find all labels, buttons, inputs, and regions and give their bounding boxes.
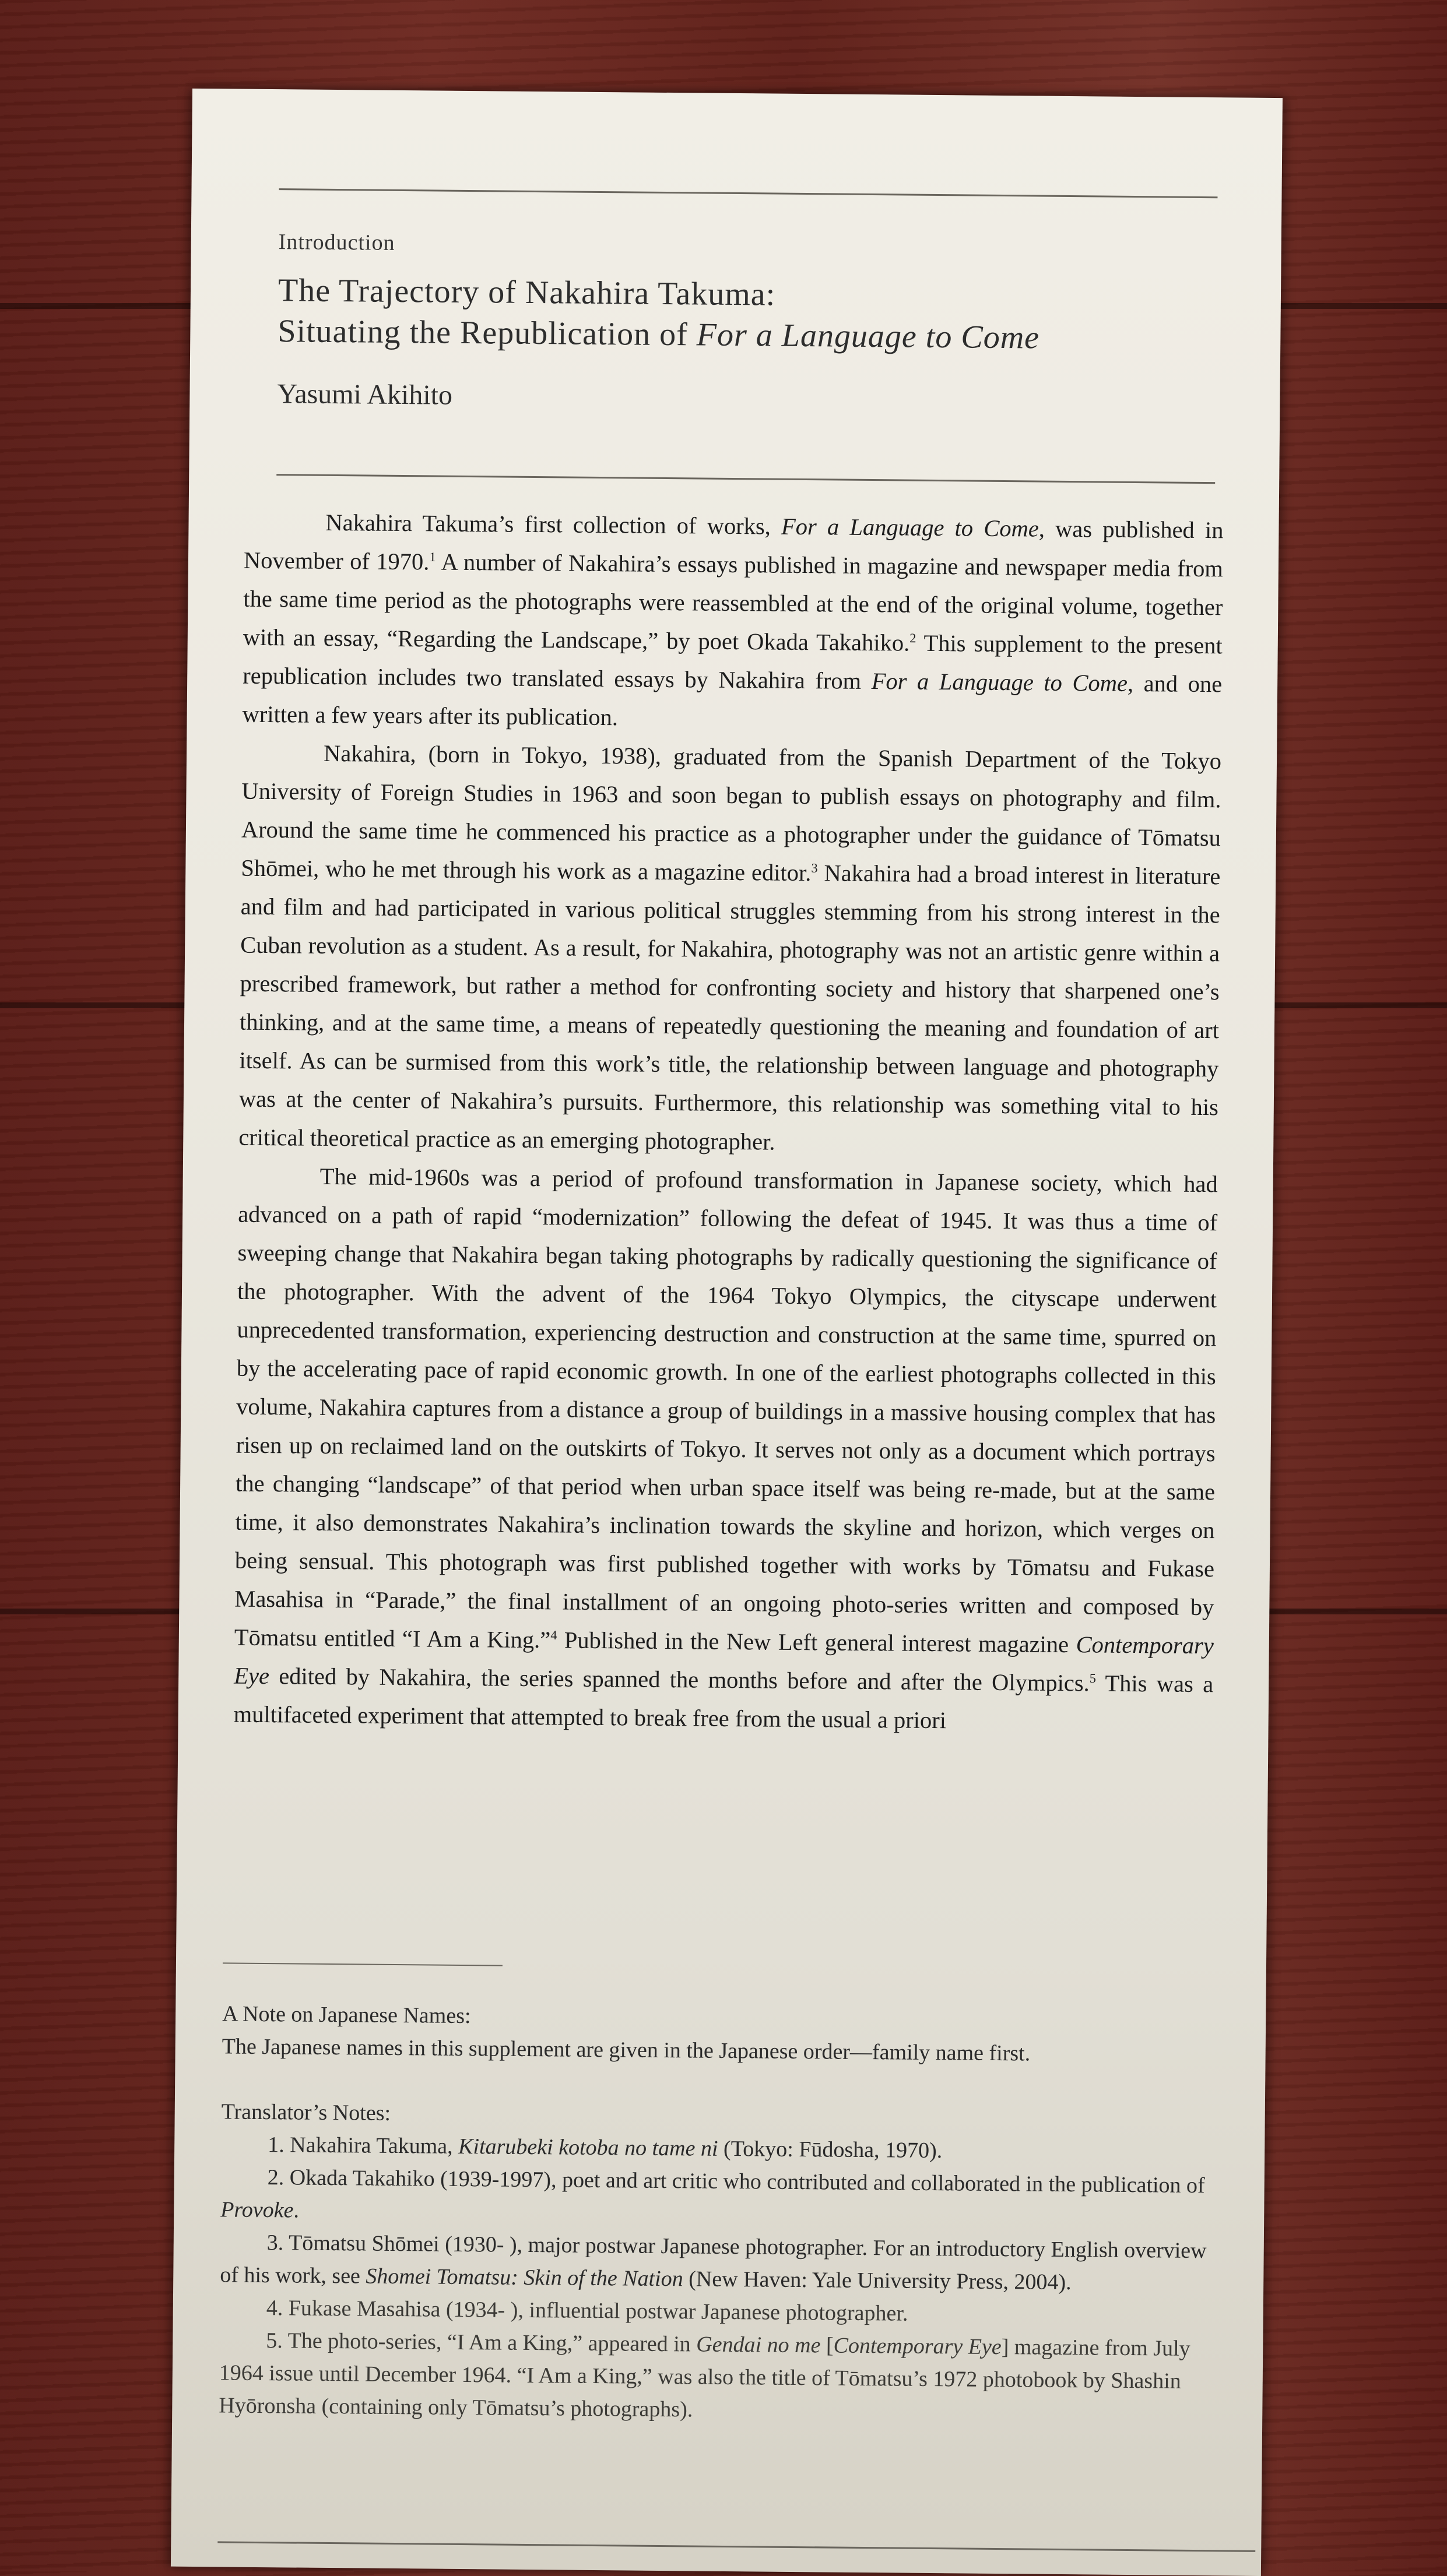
footnote-ref: 4 <box>550 1627 557 1642</box>
text-run: Published in the New Left general interest magazine <box>557 1627 1076 1658</box>
text-run: (New Haven: Yale University Press, 2004). <box>683 2267 1072 2295</box>
text-run: The mid-1960s was a period of profound transformation in Japanese society, which had advanced on a path of rapid “modernization” following the defeat of 1945. It was thus a time of sweeping change that Nakahira began taking photographs by radically questioning the significance of the photographer. With the advent of the 1964 Tokyo Olympics, the cityscape underwent unprecedented transformation, experiencing destruction and construction at the same time, spurred on by the accelerating pace of rapid economic growth. In one of the earliest photographs collected in this volume, Nakahira captures from a distance a group of buildings in a massive housing complex that has risen up on reclaimed land on the outskirts of Tokyo. It serves not only as a document which portrays the changing “landscape” of that period when urban space itself was being re-made, but at the same time, it also demonstrates Nakahira’s inclination towards the skyline and horizon, which verges on being sensual. This photograph was first published together with works by Tōmatsu and Fukase Masahisa in “Parade,” the final installment of an ongoing photo-series written and composed by Tōmatsu entitled “I Am a King.” <box>234 1163 1218 1653</box>
book-title: Kitarubeki kotoba no tame ni <box>458 2134 718 2161</box>
book-title: Shomei Tomatsu: Skin of the Nation <box>366 2264 683 2292</box>
book-title: For a Language to Come <box>781 513 1039 542</box>
title-rule <box>276 474 1215 484</box>
article-title <box>278 270 1240 360</box>
footnote-ref: 5 <box>1089 1670 1097 1685</box>
text-run: 1. Nakahira Takuma, <box>268 2132 459 2159</box>
title-line-2 <box>278 311 1240 360</box>
text-run: . <box>293 2198 300 2223</box>
names-note-text: The Japanese names in this supplement are given in the Japanese order—family name first. <box>222 2034 1031 2066</box>
article-body <box>233 503 1223 1743</box>
paragraph-3 <box>233 1157 1218 1743</box>
book-title: For a Language to Come <box>871 668 1128 696</box>
text-run: 3. Tōmatsu Shōmei (1930- ), major postwar Japanese photographer. For an introductory English overview of his work, see <box>220 2230 1207 2289</box>
text-run: , was published in November of 1970. <box>243 515 1224 575</box>
magazine-title: Contemporary Eye <box>234 1631 1214 1690</box>
footnotes-section <box>219 1997 1231 2430</box>
text-run: This supplement to the present republication includes two translated essays by Nakahira from <box>243 629 1223 695</box>
text-run: 4. Fukase Masahisa (1934- ), influential postwar Japanese photographer. <box>266 2296 908 2326</box>
footer-rule <box>217 2541 1255 2552</box>
translator-note-2 <box>220 2160 1230 2234</box>
section-label: Introduction <box>278 230 395 255</box>
printed-page <box>171 89 1283 2576</box>
text-run: Nakahira Takuma’s first collection of works, <box>325 509 782 540</box>
text-run: (Tokyo: Fūdosha, 1970). <box>718 2136 943 2163</box>
text-run: 2. Okada Takahiko (1939-1997), poet and art critic who contributed and collaborated in the publication of <box>267 2165 1205 2198</box>
text-run: , and one written a few years after its publication. <box>242 670 1223 731</box>
text-run: edited by Nakahira, the series spanned the months before and after the Olympics. <box>269 1663 1090 1697</box>
text-run: This was a multifaceted experiment that attempted to break free from the usual a priori <box>233 1670 1214 1734</box>
paragraph-2 <box>238 734 1221 1166</box>
magazine-title: Provoke <box>220 2197 294 2223</box>
footnote-ref: 3 <box>811 860 818 875</box>
text-run: Nakahira, (born in Tokyo, 1938), graduated from the Spanish Department of the Tokyo University of Foreign Studies in 1963 and soon began to publish essays on photography and film. Around the same time he commenced his practice as a photographer under the guidance of Tōmatsu Shōmei, who he met through his work as a magazine editor. <box>241 740 1222 886</box>
footnote-ref: 2 <box>909 631 916 646</box>
translator-note-5 <box>219 2324 1228 2430</box>
text-run: Nakahira had a broad interest in literature and film and had participated in various political struggles stemming from his strong interest in the Cuban revolution as a student. As a result, for Nakahira, photography was not an artistic genre within a prescribed framework, but rather a method for confronting society and history that sharpened one’s thinking, and at the same time, a means of repeatedly questioning the meaning and foundation of art itself. As can be surmised from this work’s title, the relationship between language and photography was at the center of Nakahira’s pursuits. Furthermore, this relationship was something vital to his critical theoretical practice as an emerging photographer. <box>238 860 1221 1155</box>
text-run: A number of Nakahira’s essays published in magazine and newspaper media from the same time period as the photographs were reassembled at the end of the original volume, together with an essay, “Regarding the Landscape,” by poet Okada Takahiko. <box>243 548 1224 656</box>
footnote-separator <box>223 1962 503 1966</box>
footnote-ref: 1 <box>429 549 436 565</box>
header-rule <box>279 188 1218 198</box>
translator-notes-heading: Translator’s Notes: <box>221 2099 391 2125</box>
text-run: [ <box>820 2333 834 2358</box>
translator-note-3 <box>220 2226 1229 2300</box>
title-line-1: The Trajectory of Nakahira Takuma: <box>278 272 776 313</box>
title-line-2-prefix: Situating the Republication of <box>278 313 697 353</box>
author-name: Yasumi Akihito <box>277 378 453 411</box>
title-book-name: For a Language to Come <box>696 316 1040 356</box>
paragraph-1 <box>242 503 1223 742</box>
text-run: ] magazine from July 1964 issue until December 1964. “I Am a King,” was also the title of Tōmatsu’s 1972 photobook by Shashin Hyōronsha (containing only Tōmatsu’s photographs). <box>219 2335 1190 2422</box>
names-note-heading: A Note on Japanese Names: <box>222 2001 471 2029</box>
text-run: 5. The photo-series, “I Am a King,” appeared in <box>266 2328 697 2357</box>
magazine-title: Gendai no me <box>696 2332 821 2358</box>
magazine-title: Contemporary Eye <box>833 2333 1002 2360</box>
